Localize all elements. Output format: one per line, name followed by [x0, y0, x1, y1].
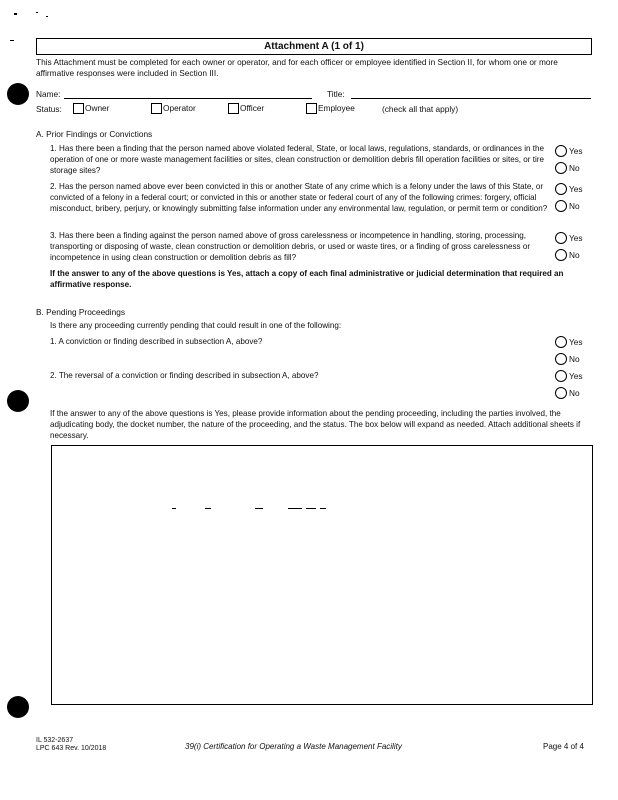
question-a2: 2. Has the person named above ever been convicted in this or another State of any crime which is a felony under the laws of this State, or convicted of a felony in a federal court; or convicted in this or another state or federal court of any of the following crimes: forgery, official misconduct, bribery, perjury, or knowingly submitting false information under any environmental law, regulation, or permit term or condition? [50, 182, 548, 213]
punch-hole [7, 696, 29, 718]
section-b-note: If the answer to any of the above questions is Yes, please provide information about the pending proceeding, including the parties involved, the adjudicating body, the docket number, the nature of the proceeding, and the status. The box below will expand as needed. Attach additional sheets if necessary. [50, 409, 581, 440]
status-note: (check all that apply) [382, 104, 459, 114]
b2-no-radio[interactable]: No [555, 387, 580, 399]
scan-speck [288, 508, 302, 509]
status-label: Status: [36, 104, 62, 114]
checkbox-icon [306, 103, 317, 114]
question-b1: 1. A conviction or finding described in subsection A, above? [50, 337, 263, 346]
section-b-lead: Is there any proceeding currently pending that could result in one of the following: [50, 321, 342, 330]
radio-icon [555, 249, 567, 261]
scan-speck [14, 13, 17, 15]
b2-yes-radio[interactable]: Yes [555, 370, 583, 382]
b1-no-radio[interactable]: No [555, 353, 580, 365]
question-b2: 2. The reversal of a conviction or finding described in subsection A, above? [50, 371, 319, 380]
scan-speck [172, 508, 176, 509]
radio-icon [555, 145, 567, 157]
section-a-note: If the answer to any of the above questions is Yes, attach a copy of each final administrative or judicial determination that required an affirmative response. [50, 269, 564, 289]
question-a3: 3. Has there been a finding against the person named above of gross carelessness or incompetence in handling, storing, processing, transporting or disposing of waste, clean construction or demolition debris, or used or waste tires, or a finding of gross carelessness or incompetence in using clean construction or demolition debris as fill? [50, 231, 531, 262]
a3-yes-radio[interactable]: Yes [555, 232, 583, 244]
question-a1: 1. Has there been a finding that the person named above violated federal, State, or local laws, regulations, standards, or ordinances in the operation of one or more waste management facilities or sites, clean construction or demolition debris fill operation facilities or sites, or tire storage sites? [50, 144, 545, 175]
a3-no-radio[interactable]: No [555, 249, 580, 261]
pending-proceedings-textbox[interactable] [51, 445, 593, 705]
checkbox-icon [73, 103, 84, 114]
status-owner-checkbox[interactable]: Owner [73, 103, 109, 114]
punch-hole [7, 83, 29, 105]
status-employee-checkbox[interactable]: Employee [306, 103, 355, 114]
radio-icon [555, 183, 567, 195]
radio-icon [555, 353, 567, 365]
intro-text: This Attachment must be completed for each owner or operator, and for each officer or employee identified in Section II, for whom one or more affirmative responses were included in Section III. [36, 57, 558, 78]
section-a-heading: A. Prior Findings or Convictions [36, 129, 153, 139]
status-officer-checkbox[interactable]: Officer [228, 103, 264, 114]
scan-speck [10, 40, 14, 41]
checkbox-icon [151, 103, 162, 114]
footer-form-code: IL 532-2637 [36, 737, 74, 744]
scan-speck [205, 508, 211, 509]
checkbox-icon [228, 103, 239, 114]
scan-speck [46, 16, 48, 17]
title-label: Title: [327, 89, 345, 99]
attachment-title: Attachment A (1 of 1) [36, 38, 592, 55]
punch-hole [7, 390, 29, 412]
radio-icon [555, 370, 567, 382]
name-field[interactable] [64, 88, 312, 99]
section-b-heading: B. Pending Proceedings [36, 307, 126, 317]
scan-speck [36, 12, 38, 13]
footer-page-number: Page 4 of 4 [543, 742, 584, 751]
radio-icon [555, 232, 567, 244]
status-operator-checkbox[interactable]: Operator [151, 103, 196, 114]
b1-yes-radio[interactable]: Yes [555, 336, 583, 348]
radio-icon [555, 162, 567, 174]
radio-icon [555, 336, 567, 348]
scan-speck [255, 508, 263, 509]
title-field[interactable] [351, 88, 591, 99]
a2-yes-radio[interactable]: Yes [555, 183, 583, 195]
scan-speck [306, 508, 316, 509]
radio-icon [555, 200, 567, 212]
a1-no-radio[interactable]: No [555, 162, 580, 174]
a2-no-radio[interactable]: No [555, 200, 580, 212]
footer-form-rev: LPC 643 Rev. 10/2018 [36, 745, 107, 752]
footer-title: 39(i) Certification for Operating a Waste Management Facility [185, 742, 402, 751]
a1-yes-radio[interactable]: Yes [555, 145, 583, 157]
name-label: Name: [36, 89, 61, 99]
radio-icon [555, 387, 567, 399]
scan-speck [320, 508, 326, 509]
